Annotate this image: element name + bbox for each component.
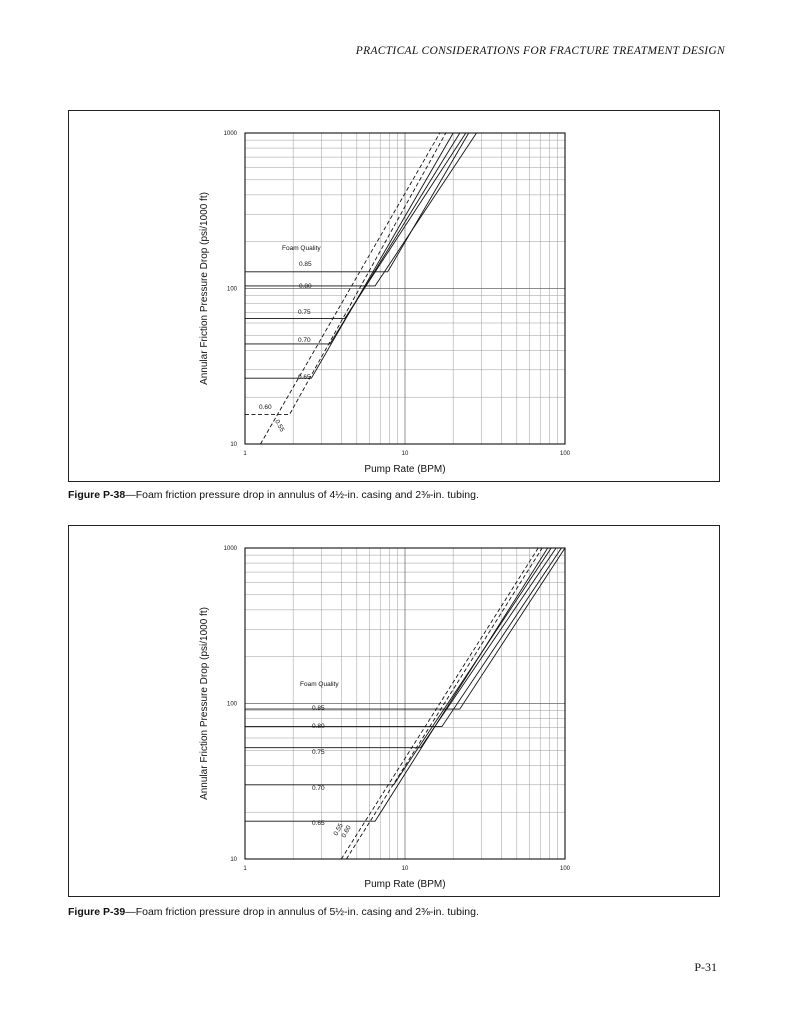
x-tick-label: 100 [559, 866, 571, 872]
y-axis-label: Annular Friction Pressure Drop (psi/1000 ft) [199, 192, 210, 385]
y-tick-label: 10 [230, 442, 237, 448]
series-label-0-55: 0.55 [273, 418, 286, 434]
series-line-0-80 [245, 548, 561, 727]
series-label-0-60: 0.60 [259, 404, 272, 411]
series-label-0-85: 0.85 [312, 705, 325, 712]
series-line-0-70 [245, 548, 551, 785]
legend-title: Foam Quality [300, 681, 339, 688]
series-label-0-85: 0.85 [299, 261, 312, 268]
figure-p38-caption-text: —Foam friction pressure drop in annulus of 4½-in. casing and 2⅜-in. tubing. [125, 489, 479, 501]
y-tick-label: 100 [226, 701, 237, 708]
series-label-0-80: 0.80 [312, 723, 325, 730]
x-tick-label: 1 [243, 866, 247, 872]
x-axis-label: Pump Rate (BPM) [364, 879, 446, 890]
series-label-0-70: 0.70 [312, 785, 325, 792]
y-tick-label: 100 [226, 286, 237, 293]
x-tick-label: 100 [559, 451, 571, 457]
series-label-0-65: 0.65 [298, 374, 311, 381]
x-tick-label: 1 [243, 451, 247, 457]
series-label-0-55: 0.55 [332, 822, 345, 837]
x-axis-label: Pump Rate (BPM) [364, 464, 446, 475]
series-line-0-80 [245, 133, 477, 286]
figure-p39-caption-label: Figure P-39 [68, 906, 126, 918]
figure-p39-frame [68, 525, 720, 897]
x-tick-label: 10 [401, 451, 409, 457]
series-line-0-75 [245, 133, 466, 319]
series-label-0-60: 0.60 [340, 824, 353, 839]
series-line-0-70 [245, 133, 460, 344]
legend-title: Foam Quality [282, 245, 321, 252]
figure-p39-chart [69, 526, 719, 896]
y-axis-label: Annular Friction Pressure Drop (psi/1000 ft) [199, 607, 210, 800]
series-line-0-60 [245, 133, 446, 414]
series-label-0-65: 0.65 [312, 820, 325, 827]
y-tick-label: 1000 [223, 131, 237, 137]
figure-p38-caption [68, 489, 479, 501]
series-label-0-75: 0.75 [312, 749, 325, 756]
figure-p38-caption-label: Figure P-38 [68, 489, 126, 501]
series-line-0-75 [245, 548, 556, 748]
figure-p39-caption-text: —Foam friction pressure drop in annulus of 5½-in. casing and 2⅜-in. tubing. [125, 906, 479, 918]
series-label-0-80: 0.80 [299, 283, 312, 290]
x-tick-label: 10 [401, 866, 409, 872]
figure-p38-chart [69, 111, 719, 481]
series-label-0-70: 0.70 [298, 337, 311, 344]
running-head: PRACTICAL CONSIDERATIONS FOR FRACTURE TREATMENT DESIGN [355, 45, 725, 57]
figure-p39-caption [68, 906, 479, 918]
figure-p38-frame [68, 110, 720, 482]
page-number: P-31 [694, 960, 717, 974]
y-tick-label: 1000 [223, 546, 237, 552]
y-tick-label: 10 [230, 857, 237, 863]
series-line-0-65 [245, 133, 453, 378]
series-label-0-75: 0.75 [298, 309, 311, 316]
